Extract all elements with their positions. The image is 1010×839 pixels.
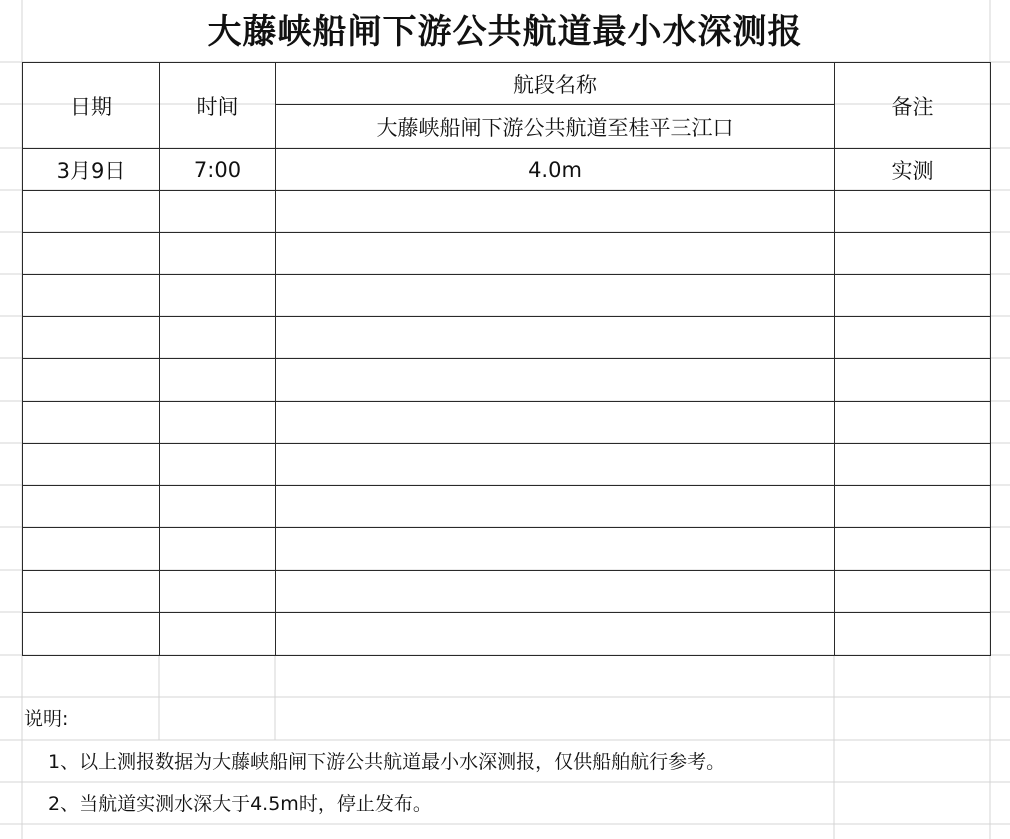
cell-remark[interactable] xyxy=(835,233,991,275)
cell-depth[interactable] xyxy=(276,233,835,275)
table-row xyxy=(23,191,991,233)
cell-depth[interactable] xyxy=(276,486,835,528)
table-row xyxy=(23,317,991,359)
cell-time[interactable] xyxy=(160,613,276,656)
cell-remark[interactable] xyxy=(835,359,991,402)
cell-time[interactable] xyxy=(160,275,276,317)
cell-time[interactable] xyxy=(160,444,276,486)
cell-depth[interactable] xyxy=(276,359,835,402)
cell-depth[interactable]: 4.0m xyxy=(276,149,835,191)
cell-date[interactable] xyxy=(23,528,160,571)
cell-remark[interactable] xyxy=(835,486,991,528)
table-row xyxy=(23,359,991,402)
table-row xyxy=(23,275,991,317)
header-row xyxy=(23,63,991,105)
cell-depth[interactable] xyxy=(276,402,835,444)
cell-time[interactable] xyxy=(160,486,276,528)
header-time: 时间 xyxy=(160,63,276,149)
cell-time[interactable] xyxy=(160,359,276,402)
cell-date[interactable] xyxy=(23,233,160,275)
page-title: 大藤峡船闸下游公共航道最小水深测报 xyxy=(207,12,803,52)
cell-depth[interactable] xyxy=(276,528,835,571)
cell-depth[interactable] xyxy=(276,571,835,613)
cell-remark[interactable] xyxy=(835,191,991,233)
note-item-1: 1、以上测报数据为大藤峡船闸下游公共航道最小水深测报，仅供船舶航行参考。 xyxy=(48,751,726,773)
cell-date[interactable]: 3月9日 xyxy=(23,149,160,191)
cell-depth[interactable] xyxy=(276,613,835,656)
cell-depth[interactable] xyxy=(276,317,835,359)
cell-depth[interactable] xyxy=(276,191,835,233)
header-remark: 备注 xyxy=(835,63,991,149)
cell-date[interactable] xyxy=(23,191,160,233)
header-section-name: 大藤峡船闸下游公共航道至桂平三江口 xyxy=(276,105,835,149)
cell-time[interactable] xyxy=(160,191,276,233)
cell-time[interactable] xyxy=(160,571,276,613)
cell-time[interactable] xyxy=(160,317,276,359)
cell-remark[interactable] xyxy=(835,317,991,359)
cell-remark[interactable] xyxy=(835,275,991,317)
cell-remark[interactable] xyxy=(835,528,991,571)
cell-time[interactable] xyxy=(160,233,276,275)
table-row xyxy=(23,571,991,613)
note-item-2: 2、当航道实测水深大于4.5m时，停止发布。 xyxy=(48,793,432,815)
cell-depth[interactable] xyxy=(276,275,835,317)
cell-time[interactable] xyxy=(160,528,276,571)
cell-date[interactable] xyxy=(23,571,160,613)
table-row xyxy=(23,444,991,486)
depth-report-table xyxy=(22,62,991,656)
cell-depth[interactable] xyxy=(276,444,835,486)
cell-date[interactable] xyxy=(23,613,160,656)
header-section: 航段名称 xyxy=(276,63,835,105)
table-row xyxy=(23,486,991,528)
table-row xyxy=(23,613,991,656)
table-row xyxy=(23,149,991,191)
cell-date[interactable] xyxy=(23,402,160,444)
notes-label: 说明: xyxy=(24,708,69,730)
cell-date[interactable] xyxy=(23,317,160,359)
cell-date[interactable] xyxy=(23,486,160,528)
cell-time[interactable] xyxy=(160,402,276,444)
cell-remark[interactable] xyxy=(835,613,991,656)
table-row xyxy=(23,233,991,275)
header-date: 日期 xyxy=(23,63,160,149)
cell-date[interactable] xyxy=(23,444,160,486)
cell-date[interactable] xyxy=(23,359,160,402)
cell-remark[interactable]: 实测 xyxy=(835,149,991,191)
cell-date[interactable] xyxy=(23,275,160,317)
cell-remark[interactable] xyxy=(835,402,991,444)
table-row xyxy=(23,402,991,444)
cell-remark[interactable] xyxy=(835,444,991,486)
table-row xyxy=(23,528,991,571)
cell-remark[interactable] xyxy=(835,571,991,613)
cell-time[interactable]: 7:00 xyxy=(160,149,276,191)
